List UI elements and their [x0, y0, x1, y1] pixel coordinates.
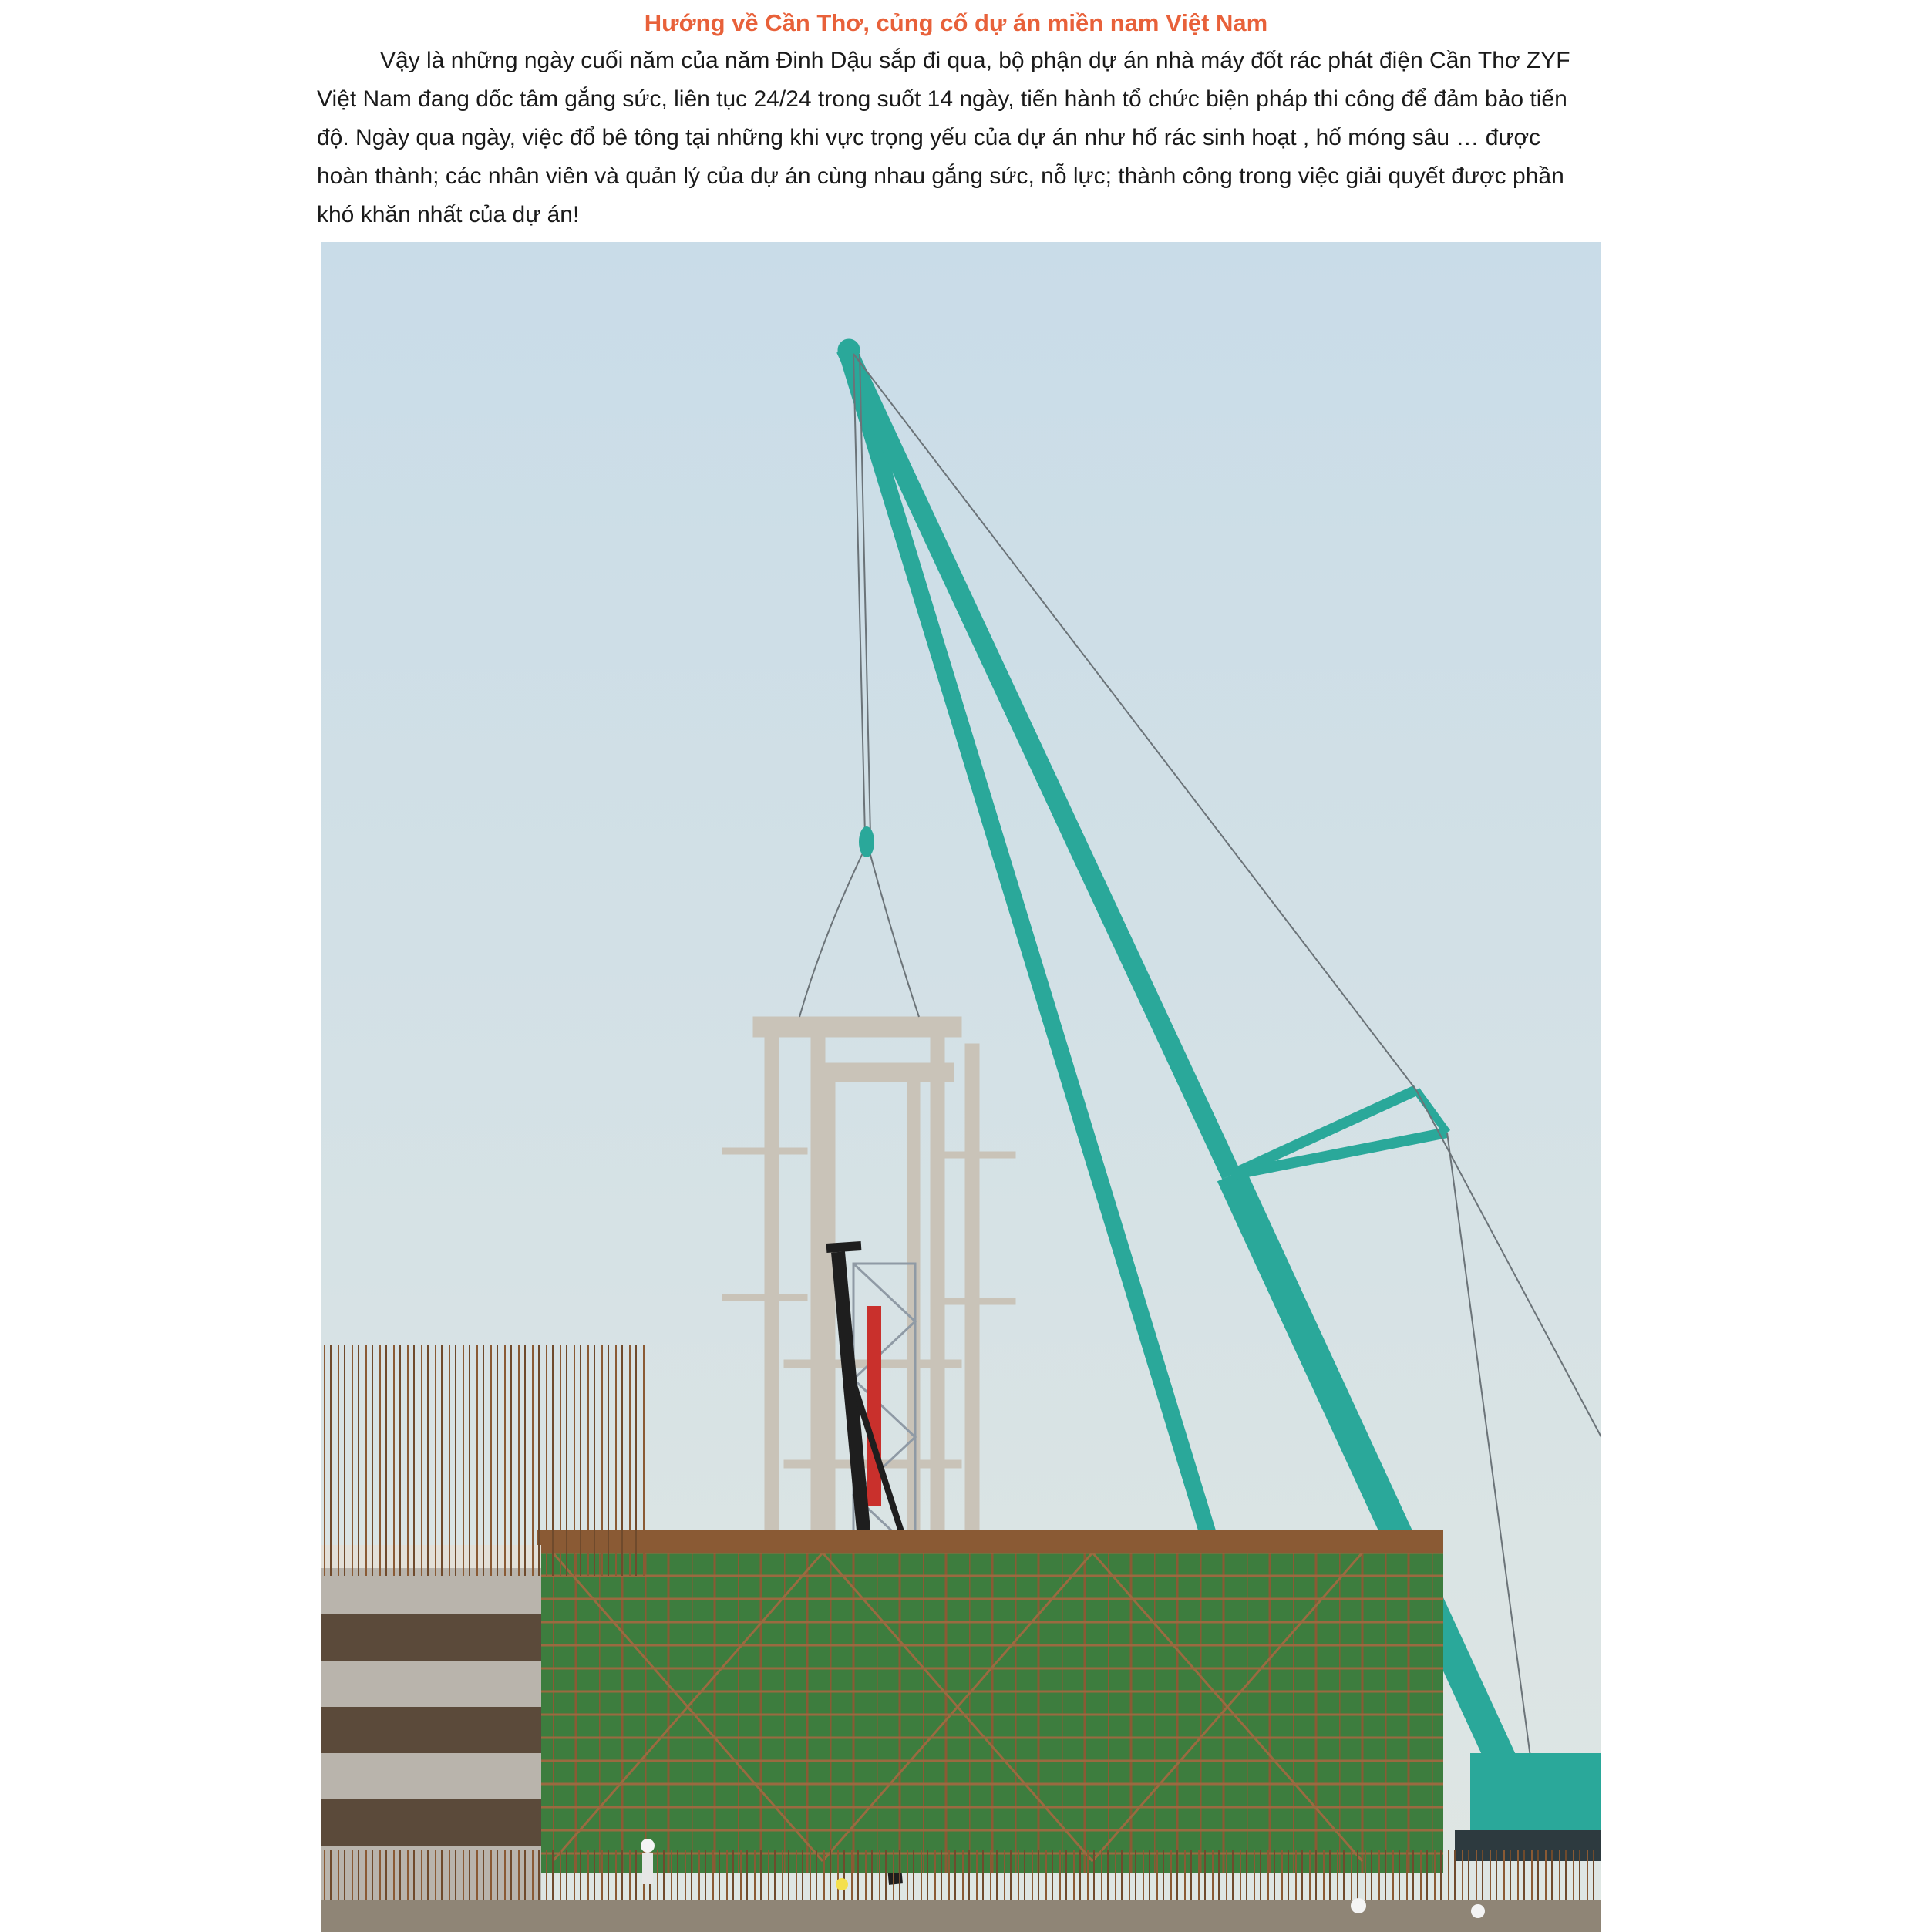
- left-building-floors: [321, 1614, 541, 1846]
- rebar-field-left: [321, 1345, 645, 1576]
- red-column-marker: [867, 1306, 881, 1506]
- construction-site-photo: [321, 242, 1601, 1932]
- article-body: Vậy là những ngày cuối năm của năm Đinh Dậu sắp đi qua, bộ phận dự án nhà máy đốt rác phát điện Cần Thơ ZYF Việt Nam đang dốc tâm gắng sức, liên tục 24/24 trong suốt 14 ngày, tiến hành tổ chức biện pháp thi công để đảm bảo tiến độ. Ngày qua ngày, việc đổ bê tông tại những khi vực trọng yếu của dự án như hố rác sinh hoạt , hố móng sâu … được hoàn thành; các nhân viên và quản lý của dự án cùng nhau gắng sức, nỗ lực; thành công trong việc giải quyết được phần khó khăn nhất của dự án!: [317, 48, 1570, 227]
- scaffold-top-rail: [537, 1530, 1443, 1553]
- scaffold-building: [537, 1549, 1443, 1873]
- article-title: Hướng về Cần Thơ, củng cố dự án miền nam Việt Nam: [644, 9, 1268, 36]
- crane-hook: [859, 826, 874, 857]
